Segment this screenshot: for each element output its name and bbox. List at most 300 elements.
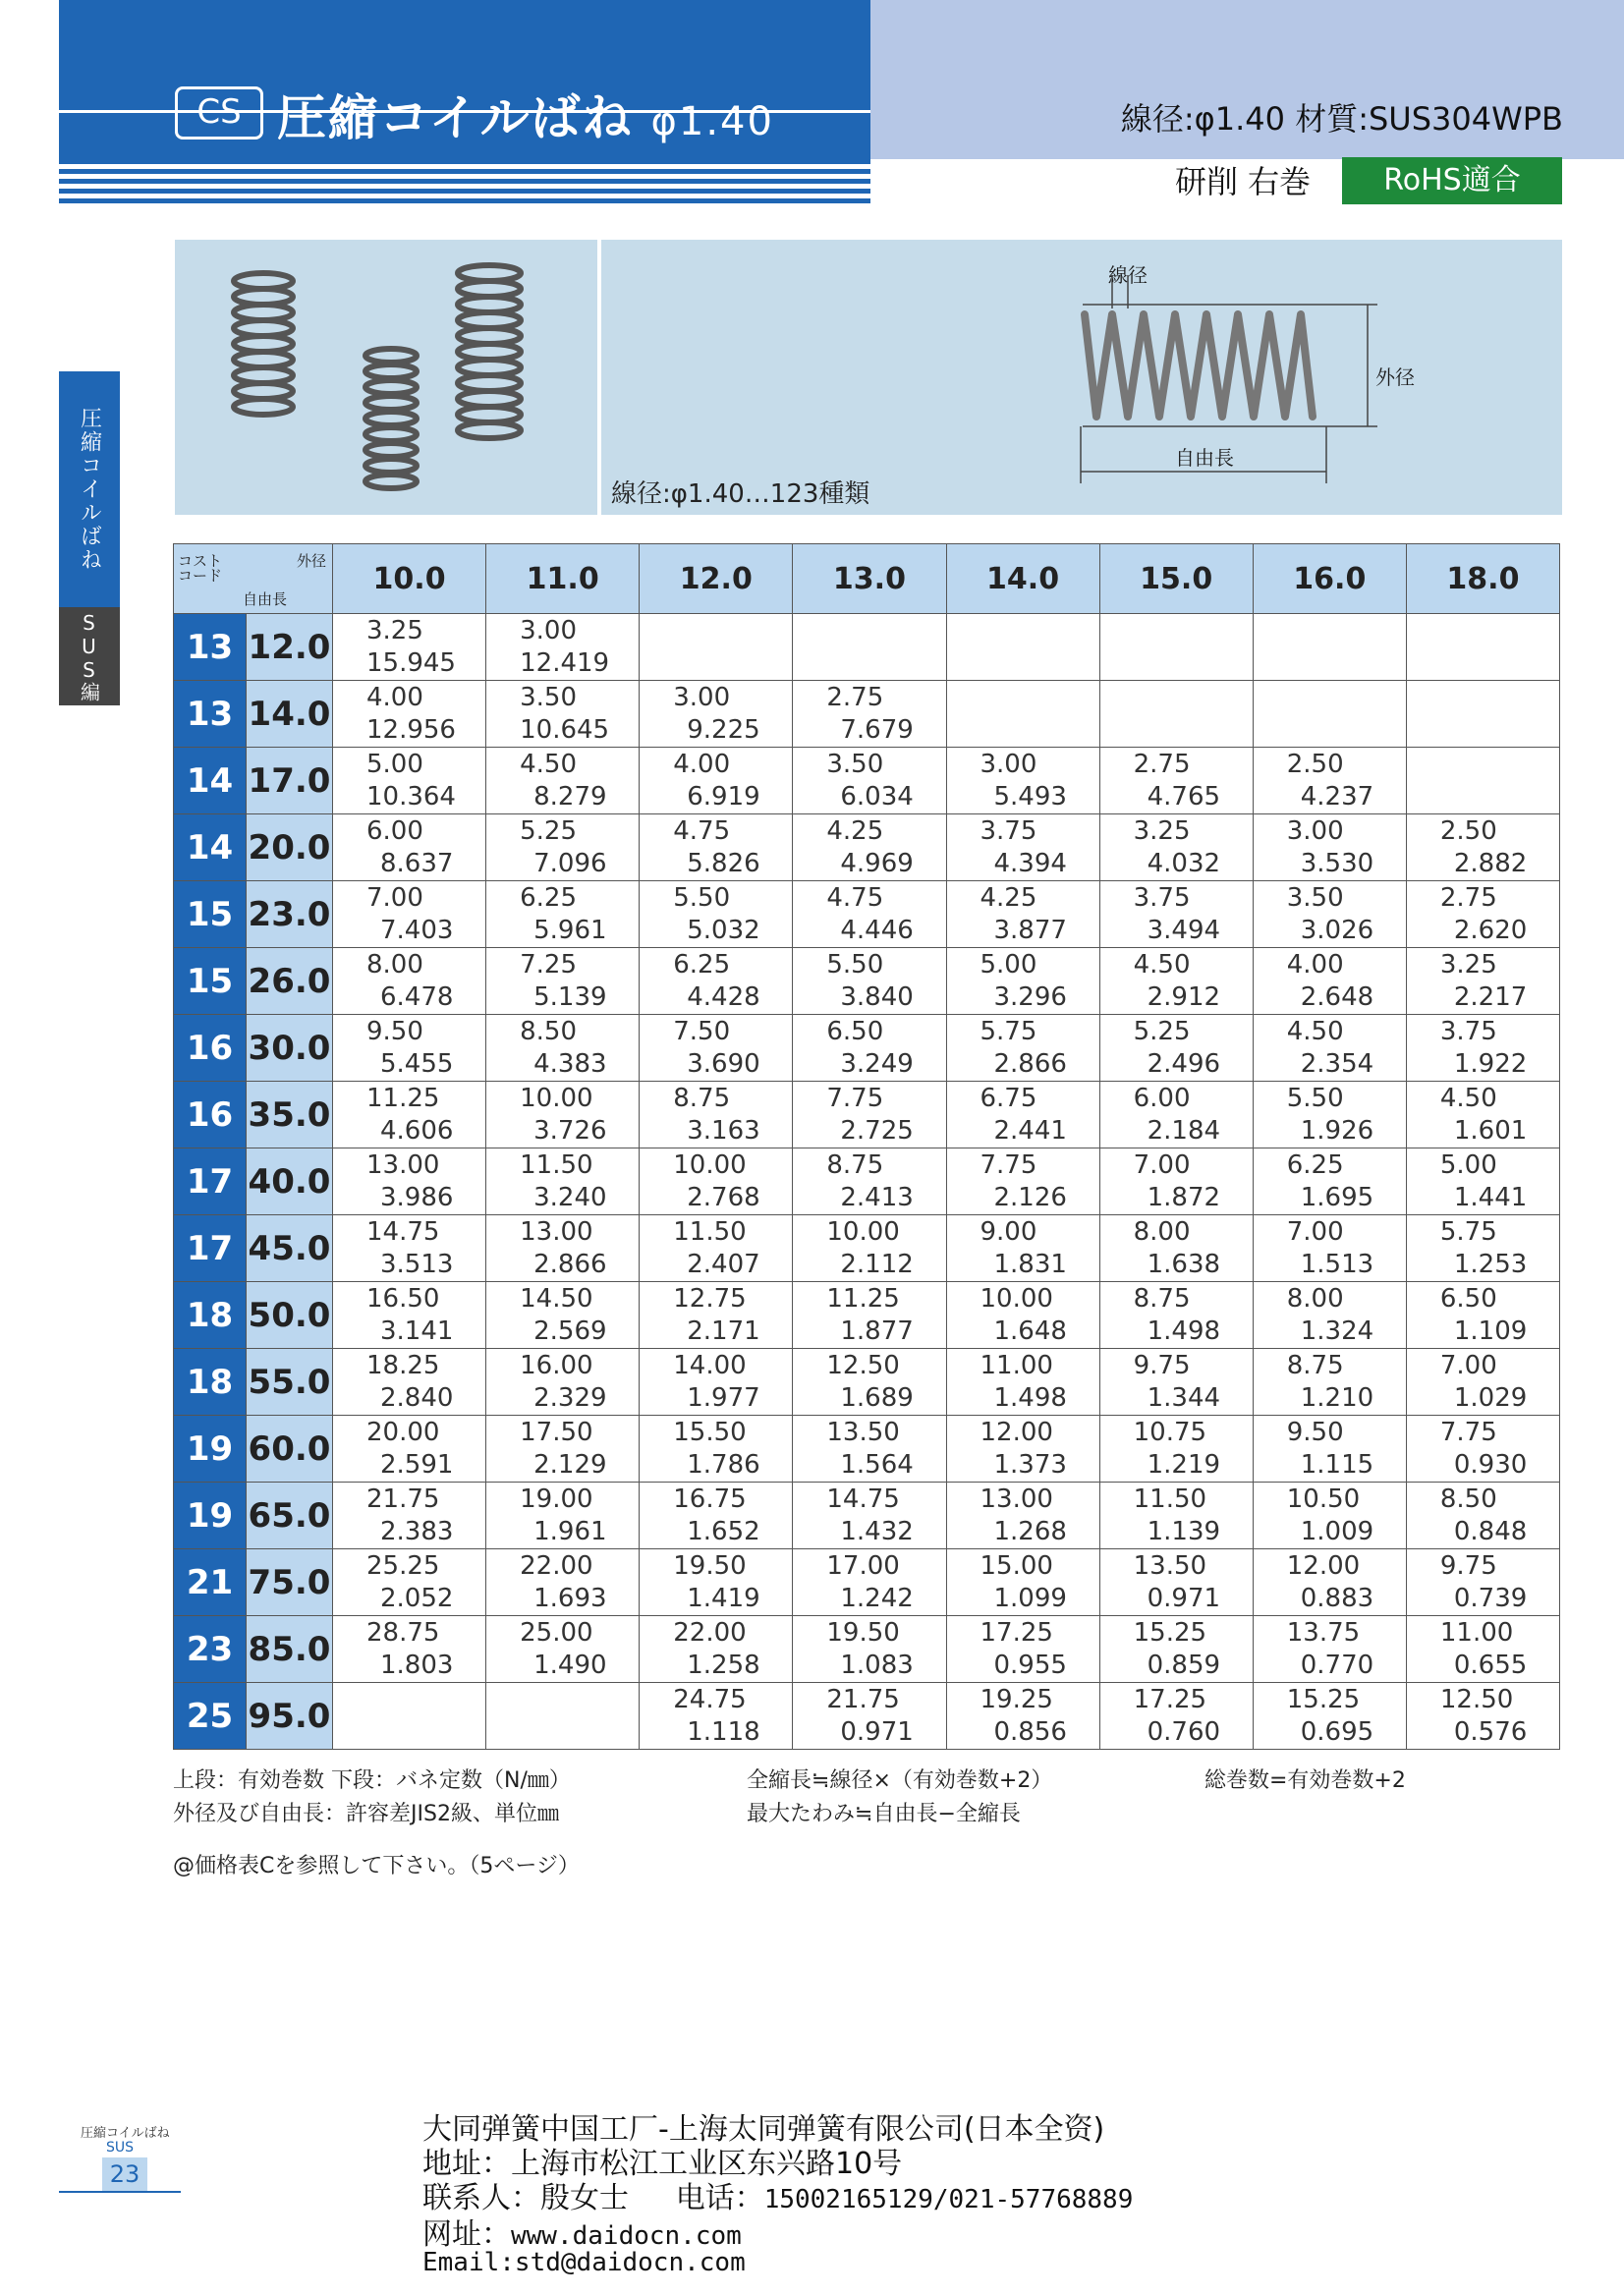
active-coils: 6.50 — [826, 1016, 884, 1046]
table-row — [174, 1082, 1560, 1148]
free-length-cell: 30.0 — [247, 1015, 333, 1082]
spring-rate: 1.083 — [840, 1650, 914, 1680]
column-header: 12.0 — [640, 544, 793, 614]
table-row — [174, 748, 1560, 814]
active-coils: 15.50 — [673, 1417, 747, 1447]
table-cell — [946, 814, 1099, 881]
active-coils: 3.25 — [1133, 815, 1191, 846]
spring-rate: 1.242 — [840, 1583, 914, 1613]
table-cell — [640, 881, 793, 948]
table-cell — [1406, 1282, 1559, 1349]
spring-rate: 1.210 — [1300, 1382, 1374, 1413]
active-coils: 4.00 — [673, 749, 731, 779]
table-cell — [1406, 948, 1559, 1015]
table-cell — [486, 814, 640, 881]
cost-code-cell: 18 — [174, 1282, 247, 1349]
spring-rate: 12.419 — [520, 647, 610, 678]
table-cell — [333, 1549, 486, 1616]
active-coils: 4.75 — [673, 815, 731, 846]
table-cell — [793, 748, 946, 814]
spring-rate: 2.496 — [1147, 1048, 1221, 1079]
active-coils: 8.75 — [673, 1083, 731, 1113]
table-cell — [1406, 614, 1559, 681]
spring-rate: 0.971 — [1147, 1583, 1221, 1613]
table-cell — [333, 948, 486, 1015]
active-coils: 11.00 — [980, 1350, 1053, 1380]
spring-rate: 0.770 — [1300, 1650, 1374, 1680]
spring-rate: 0.760 — [1147, 1716, 1221, 1747]
spring-rate: 4.969 — [840, 848, 914, 878]
spring-rate: 1.803 — [380, 1650, 454, 1680]
spring-rate: 0.859 — [1147, 1650, 1221, 1680]
active-coils: 7.75 — [826, 1083, 884, 1113]
column-header: 18.0 — [1406, 544, 1559, 614]
active-coils: 6.00 — [1133, 1083, 1191, 1113]
cost-code-cell: 15 — [174, 881, 247, 948]
spring-rate: 1.432 — [840, 1516, 914, 1546]
rohs-badge: RoHS適合 — [1342, 157, 1562, 204]
spring-rate: 1.498 — [993, 1382, 1067, 1413]
table-cell — [333, 681, 486, 748]
page-category-label: 圧縮コイルばね — [81, 2126, 170, 2141]
table-cell — [1253, 1349, 1406, 1416]
table-cell — [486, 614, 640, 681]
side-tab-sus: SUS編 — [59, 607, 120, 705]
table-cell — [333, 1082, 486, 1148]
table-row — [174, 1616, 1560, 1683]
table-cell — [1253, 1416, 1406, 1483]
spring-rate: 1.324 — [1300, 1316, 1374, 1346]
active-coils: 4.25 — [826, 815, 884, 846]
table-cell — [640, 1616, 793, 1683]
email-link[interactable]: std@daidocn.com — [514, 2248, 746, 2277]
spring-rate: 1.877 — [840, 1316, 914, 1346]
cost-code-cell: 19 — [174, 1483, 247, 1549]
table-cell — [640, 1015, 793, 1082]
table-row — [174, 681, 1560, 748]
spring-rate: 2.052 — [380, 1583, 454, 1613]
spring-rate: 1.115 — [1300, 1449, 1374, 1480]
table-header-row — [174, 544, 1560, 614]
spring-photo — [175, 240, 597, 515]
spring-rate: 0.655 — [1453, 1650, 1528, 1680]
spring-rate: 1.926 — [1300, 1115, 1374, 1146]
spring-rate: 10.645 — [520, 714, 610, 745]
table-cell — [1253, 1082, 1406, 1148]
active-coils: 8.00 — [366, 949, 423, 980]
active-coils: 17.25 — [980, 1617, 1053, 1648]
note-line: 総巻数=有効巻数+2 — [1204, 1768, 1406, 1793]
spring-rate: 1.513 — [1300, 1249, 1374, 1279]
table-cell — [640, 1082, 793, 1148]
spring-rate: 2.840 — [380, 1382, 454, 1413]
table-cell — [1099, 1215, 1253, 1282]
active-coils: 3.25 — [366, 615, 423, 645]
spring-rate: 2.383 — [380, 1516, 454, 1546]
free-length-cell: 35.0 — [247, 1082, 333, 1148]
table-cell — [946, 748, 1099, 814]
spring-rate: 0.930 — [1453, 1449, 1528, 1480]
active-coils: 3.50 — [520, 682, 578, 712]
cost-code-cell: 14 — [174, 748, 247, 814]
table-cell — [793, 1148, 946, 1215]
table-cell — [946, 948, 1099, 1015]
table-cell — [1099, 1616, 1253, 1683]
spring-rate: 1.652 — [687, 1516, 760, 1546]
table-cell — [640, 1282, 793, 1349]
spring-rate: 1.118 — [687, 1716, 760, 1747]
table-cell — [1253, 748, 1406, 814]
spring-rate: 7.096 — [533, 848, 607, 878]
table-cell — [1406, 1082, 1559, 1148]
active-coils: 4.50 — [1439, 1083, 1497, 1113]
company-name: 大同弹簧中国工厂-上海太同弹簧有限公司(日本全资) — [422, 2112, 1105, 2147]
notes-right — [1204, 1764, 1406, 1798]
active-coils: 6.00 — [366, 815, 423, 846]
active-coils: 20.00 — [366, 1417, 440, 1447]
spring-rate: 5.493 — [993, 781, 1067, 812]
table-cell — [1099, 1349, 1253, 1416]
column-header: 16.0 — [1253, 544, 1406, 614]
spring-rate: 2.441 — [993, 1115, 1067, 1146]
active-coils: 3.50 — [826, 749, 884, 779]
active-coils: 9.50 — [1286, 1417, 1344, 1447]
table-cell — [1099, 1015, 1253, 1082]
spring-rate: 1.029 — [1453, 1382, 1528, 1413]
table-cell — [1406, 814, 1559, 881]
table-cell — [1406, 681, 1559, 748]
active-coils: 8.75 — [826, 1149, 884, 1180]
active-coils: 12.00 — [1286, 1550, 1361, 1581]
spring-rate: 0.883 — [1300, 1583, 1374, 1613]
table-cell — [793, 614, 946, 681]
table-cell — [640, 1549, 793, 1616]
cost-code-cell: 16 — [174, 1082, 247, 1148]
spring-rate: 2.882 — [1453, 848, 1528, 878]
spring-rate: 4.394 — [993, 848, 1067, 878]
website-label: 网址： — [422, 2217, 511, 2252]
table-row — [174, 1683, 1560, 1750]
table-cell — [333, 1483, 486, 1549]
table-cell — [486, 1282, 640, 1349]
price-reference: @価格表Cを参照して下さい。（5ページ） — [173, 1854, 580, 1878]
spring-rate: 3.026 — [1300, 915, 1374, 945]
table-row — [174, 1282, 1560, 1349]
page-rule — [59, 2191, 181, 2193]
spring-rate: 3.249 — [840, 1048, 914, 1079]
series-badge: CS — [175, 86, 263, 140]
table-cell — [1253, 948, 1406, 1015]
free-length-cell: 50.0 — [247, 1282, 333, 1349]
cost-code-cell: 21 — [174, 1549, 247, 1616]
note-line: 最大たわみ≒自由長−全縮長 — [747, 1802, 1021, 1826]
header-stripe — [59, 189, 870, 194]
table-cell — [946, 1082, 1099, 1148]
process-line: 研削 右巻 — [1175, 163, 1312, 200]
table-cell — [946, 1616, 1099, 1683]
active-coils: 7.00 — [1286, 1216, 1344, 1247]
free-length-cell: 40.0 — [247, 1148, 333, 1215]
active-coils: 13.00 — [366, 1149, 440, 1180]
table-cell — [1406, 748, 1559, 814]
active-coils: 3.00 — [673, 682, 731, 712]
spring-rate: 1.219 — [1147, 1449, 1221, 1480]
table-cell — [333, 1215, 486, 1282]
table-cell — [640, 948, 793, 1015]
table-cell — [486, 1215, 640, 1282]
table-cell — [793, 1082, 946, 1148]
spring-rate: 5.961 — [533, 915, 607, 945]
spring-rate: 2.171 — [687, 1316, 760, 1346]
active-coils: 13.75 — [1286, 1617, 1361, 1648]
active-coils: 10.00 — [673, 1149, 747, 1180]
active-coils: 4.50 — [520, 749, 578, 779]
website-link[interactable]: www.daidocn.com — [511, 2221, 742, 2251]
table-cell — [1099, 614, 1253, 681]
cost-code-heading: コスト コード — [178, 552, 223, 585]
table-row — [174, 814, 1560, 881]
cost-code-cell: 13 — [174, 681, 247, 748]
table-cell — [486, 748, 640, 814]
table-row — [174, 881, 1560, 948]
table-cell — [793, 1483, 946, 1549]
table-cell — [1099, 681, 1253, 748]
table-cell — [793, 1683, 946, 1750]
spring-spec-table — [173, 543, 1560, 1750]
table-cell — [1406, 1349, 1559, 1416]
table-cell — [793, 948, 946, 1015]
table-corner — [174, 544, 333, 614]
active-coils: 7.50 — [673, 1016, 731, 1046]
active-coils: 24.75 — [673, 1684, 747, 1714]
outer-diameter-heading: 外径 — [296, 552, 326, 570]
active-coils: 16.75 — [673, 1484, 747, 1514]
free-length-cell: 65.0 — [247, 1483, 333, 1549]
active-coils: 3.75 — [1439, 1016, 1497, 1046]
table-cell — [793, 1616, 946, 1683]
table-cell — [486, 1616, 640, 1683]
table-cell — [640, 681, 793, 748]
active-coils: 12.50 — [1439, 1684, 1514, 1714]
notes-left — [173, 1764, 571, 1831]
active-coils: 28.75 — [366, 1617, 440, 1648]
table-cell — [333, 881, 486, 948]
table-cell — [1253, 1148, 1406, 1215]
active-coils: 9.75 — [1133, 1350, 1191, 1380]
active-coils: 10.50 — [1286, 1484, 1361, 1514]
active-coils: 8.50 — [520, 1016, 578, 1046]
active-coils: 12.75 — [673, 1283, 747, 1314]
spring-rate: 3.513 — [380, 1249, 454, 1279]
free-length-cell: 75.0 — [247, 1549, 333, 1616]
table-cell — [1099, 1483, 1253, 1549]
spring-rate: 2.591 — [380, 1449, 454, 1480]
spring-rate: 0.971 — [840, 1716, 914, 1747]
spring-rate: 4.383 — [533, 1048, 607, 1079]
spring-rate: 3.690 — [687, 1048, 760, 1079]
active-coils: 22.00 — [673, 1617, 747, 1648]
notes-middle — [747, 1764, 1052, 1831]
table-cell — [1099, 814, 1253, 881]
table-cell — [486, 1416, 640, 1483]
spring-rate: 1.961 — [533, 1516, 607, 1546]
spring-rate: 3.986 — [380, 1182, 454, 1212]
table-cell — [946, 681, 1099, 748]
active-coils: 14.75 — [366, 1216, 440, 1247]
spring-rate: 6.478 — [380, 981, 454, 1012]
table-cell — [946, 1416, 1099, 1483]
active-coils: 3.00 — [980, 749, 1037, 779]
table-cell — [946, 1683, 1099, 1750]
free-length-cell: 45.0 — [247, 1215, 333, 1282]
active-coils: 8.50 — [1439, 1484, 1497, 1514]
table-cell — [640, 748, 793, 814]
spring-rate: 3.840 — [840, 981, 914, 1012]
active-coils: 21.75 — [366, 1484, 440, 1514]
spring-rate: 2.407 — [687, 1249, 760, 1279]
table-cell — [793, 881, 946, 948]
active-coils: 10.75 — [1133, 1417, 1207, 1447]
table-cell — [640, 1215, 793, 1282]
active-coils: 7.25 — [520, 949, 578, 980]
table-cell — [1253, 1616, 1406, 1683]
table-cell — [333, 1282, 486, 1349]
table-cell — [640, 1483, 793, 1549]
spring-rate: 3.877 — [993, 915, 1067, 945]
spring-rate: 1.419 — [687, 1583, 760, 1613]
note-line: 外径及び自由長：許容差JIS2級、単位㎜ — [173, 1802, 559, 1826]
active-coils: 14.75 — [826, 1484, 900, 1514]
spring-rate: 6.919 — [687, 781, 760, 812]
spring-rate: 1.373 — [993, 1449, 1067, 1480]
table-cell — [793, 681, 946, 748]
table-cell — [640, 614, 793, 681]
spring-rate: 5.455 — [380, 1048, 454, 1079]
spring-rate: 5.032 — [687, 915, 760, 945]
outer-diameter-label: 外径 — [1375, 365, 1415, 389]
table-cell — [640, 1683, 793, 1750]
active-coils: 3.00 — [520, 615, 578, 645]
spring-rate: 2.126 — [993, 1182, 1067, 1212]
active-coils: 19.00 — [520, 1484, 593, 1514]
table-row — [174, 948, 1560, 1015]
active-coils: 5.50 — [1286, 1083, 1344, 1113]
cost-code-cell: 15 — [174, 948, 247, 1015]
active-coils: 2.75 — [1439, 882, 1497, 913]
table-cell — [1253, 1549, 1406, 1616]
table-cell — [486, 1148, 640, 1215]
active-coils: 6.25 — [673, 949, 731, 980]
spec-line: 線径:φ1.40 材質:SUS304WPB — [1120, 100, 1563, 138]
table-cell — [793, 1416, 946, 1483]
spring-rate: 5.139 — [533, 981, 607, 1012]
active-coils: 9.75 — [1439, 1550, 1497, 1581]
header-stripe — [59, 169, 870, 174]
spring-rate: 2.129 — [533, 1449, 607, 1480]
active-coils: 8.00 — [1286, 1283, 1344, 1314]
active-coils: 16.00 — [520, 1350, 593, 1380]
active-coils: 16.50 — [366, 1283, 440, 1314]
table-cell — [1253, 1282, 1406, 1349]
table-cell — [1253, 1015, 1406, 1082]
spring-rate: 2.569 — [533, 1316, 607, 1346]
header-stripe — [59, 179, 870, 184]
column-header: 15.0 — [1099, 544, 1253, 614]
spring-rate: 1.344 — [1147, 1382, 1221, 1413]
company-address: 地址：上海市松江工业区东兴路10号 — [422, 2147, 903, 2181]
table-cell — [1406, 1549, 1559, 1616]
spring-rate: 4.765 — [1147, 781, 1221, 812]
table-row — [174, 1215, 1560, 1282]
table-cell — [1099, 1683, 1253, 1750]
spring-rate: 1.922 — [1453, 1048, 1528, 1079]
spring-rate: 1.648 — [993, 1316, 1067, 1346]
active-coils: 5.75 — [980, 1016, 1037, 1046]
table-cell — [946, 881, 1099, 948]
free-length-cell: 23.0 — [247, 881, 333, 948]
active-coils: 6.25 — [1286, 1149, 1344, 1180]
table-cell — [1099, 1282, 1253, 1349]
table-cell — [1253, 1483, 1406, 1549]
spring-rate: 1.009 — [1300, 1516, 1374, 1546]
note-line: 全縮長≒線径×（有効巻数+2） — [747, 1768, 1053, 1793]
active-coils: 10.00 — [826, 1216, 900, 1247]
table-cell — [946, 1215, 1099, 1282]
spring-rate: 2.648 — [1300, 981, 1374, 1012]
free-length-cell: 17.0 — [247, 748, 333, 814]
spring-rate: 12.956 — [366, 714, 456, 745]
active-coils: 3.75 — [1133, 882, 1191, 913]
active-coils: 11.50 — [520, 1149, 593, 1180]
spring-rate: 1.253 — [1453, 1249, 1528, 1279]
column-header: 14.0 — [946, 544, 1099, 614]
active-coils: 6.25 — [520, 882, 578, 913]
cost-code-cell: 25 — [174, 1683, 247, 1750]
table-cell — [1253, 1683, 1406, 1750]
active-coils: 12.00 — [980, 1417, 1053, 1447]
table-row — [174, 1148, 1560, 1215]
column-header: 10.0 — [333, 544, 486, 614]
table-cell — [946, 1349, 1099, 1416]
active-coils: 2.50 — [1286, 749, 1344, 779]
spring-rate: 2.184 — [1147, 1115, 1221, 1146]
table-cell — [333, 1015, 486, 1082]
free-length-cell: 85.0 — [247, 1616, 333, 1683]
table-cell — [1099, 948, 1253, 1015]
spring-rate: 2.866 — [993, 1048, 1067, 1079]
spring-rate: 9.225 — [687, 714, 760, 745]
spring-rate: 2.620 — [1453, 915, 1528, 945]
spring-rate: 2.866 — [533, 1249, 607, 1279]
table-cell — [1406, 1015, 1559, 1082]
active-coils: 11.25 — [366, 1083, 440, 1113]
table-cell — [640, 1416, 793, 1483]
active-coils: 7.00 — [1439, 1350, 1497, 1380]
table-cell — [640, 1349, 793, 1416]
table-cell — [640, 1148, 793, 1215]
table-cell — [793, 1349, 946, 1416]
table-cell — [486, 1683, 640, 1750]
active-coils: 11.50 — [1133, 1484, 1207, 1514]
column-header: 13.0 — [793, 544, 946, 614]
free-length-heading: 自由長 — [243, 590, 288, 608]
table-cell — [946, 1549, 1099, 1616]
header-stripe — [59, 159, 870, 164]
springs-illustration — [175, 240, 597, 515]
active-coils: 3.00 — [1286, 815, 1344, 846]
table-cell — [1406, 1148, 1559, 1215]
spring-rate: 1.695 — [1300, 1182, 1374, 1212]
